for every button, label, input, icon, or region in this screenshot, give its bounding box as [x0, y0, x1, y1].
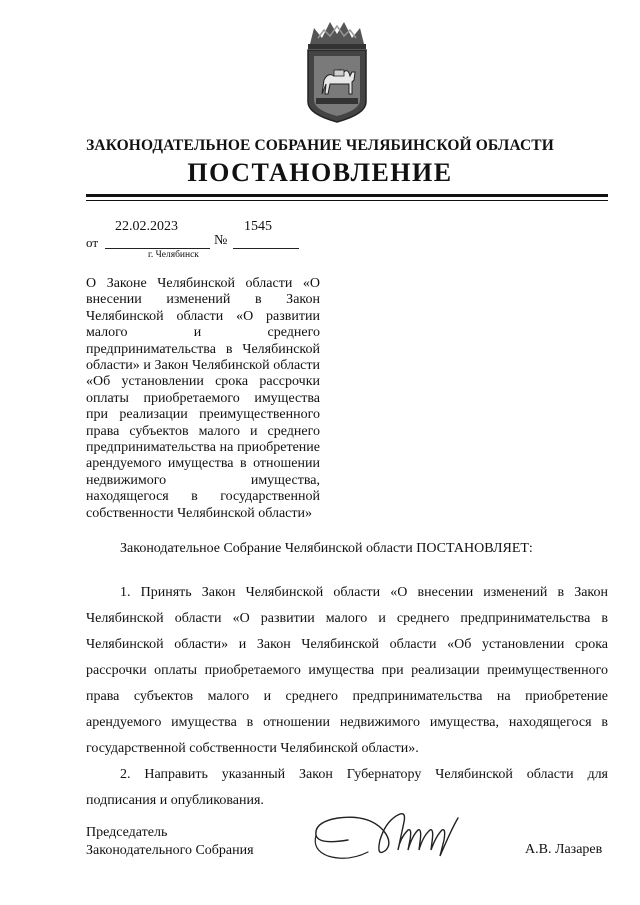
document-type: ПОСТАНОВЛЕНИЕ	[187, 158, 453, 187]
decree-item-2: 2. Направить указанный Закон Губернатору Челябинской области для подписания и опубликования.	[86, 767, 608, 808]
from-label: от	[86, 235, 99, 250]
header-rule-thin	[86, 200, 608, 201]
number-label: №	[214, 233, 228, 248]
number-underline	[233, 248, 299, 249]
handwritten-signature	[308, 800, 478, 870]
signatory-name: А.В. Лазарев	[525, 842, 603, 857]
header-rule-thick	[86, 194, 608, 197]
signatory-position-line1: Председатель	[86, 825, 168, 840]
organization-title: ЗАКОНОДАТЕЛЬНОЕ СОБРАНИЕ ЧЕЛЯБИНСКОЙ ОБЛАСТИ	[86, 137, 554, 154]
signatory-position	[86, 824, 254, 860]
document-body	[86, 536, 608, 814]
document-subject: О Законе Челябинской области «О внесении изменений в Закон Челябинской области «О развитии малого и среднего предпринимательства в Челябинской области» и Закон Челябинской области «Об установлении срока рассрочки оплаты приобретаемого имущества при реализации преимущественного права субъектов малого и среднего предпринимательства на приобретение арендуемого имущества в отношении недвижимого имущества, находящегося в государственной собственности Челябинской области»	[86, 276, 320, 521]
document-number: 1545	[244, 219, 272, 234]
decree-item-1: 1. Принять Закон Челябинской области «О внесении изменений в Закон Челябинской области «О развитии малого и среднего предпринимательства в Челябинской области» и Закон Челябинской области «Об установлении срока рассрочки оплаты приобретаемого имущества при реализации преимущественного права субъектов малого и среднего предпринимательства на приобретение арендуемого имущества в отношении недвижимого имущества, находящегося в государственной собственности Челябинской области».	[86, 585, 608, 756]
signatory-position-line2: Законодательного Собрания	[86, 843, 254, 858]
city-label: г. Челябинск	[148, 250, 199, 260]
decree-statement: Законодательное Собрание Челябинской области ПОСТАНОВЛЯЕТ:	[120, 541, 533, 556]
coat-of-arms-emblem	[296, 14, 378, 126]
document-date: 22.02.2023	[115, 219, 178, 234]
date-underline	[105, 248, 210, 249]
